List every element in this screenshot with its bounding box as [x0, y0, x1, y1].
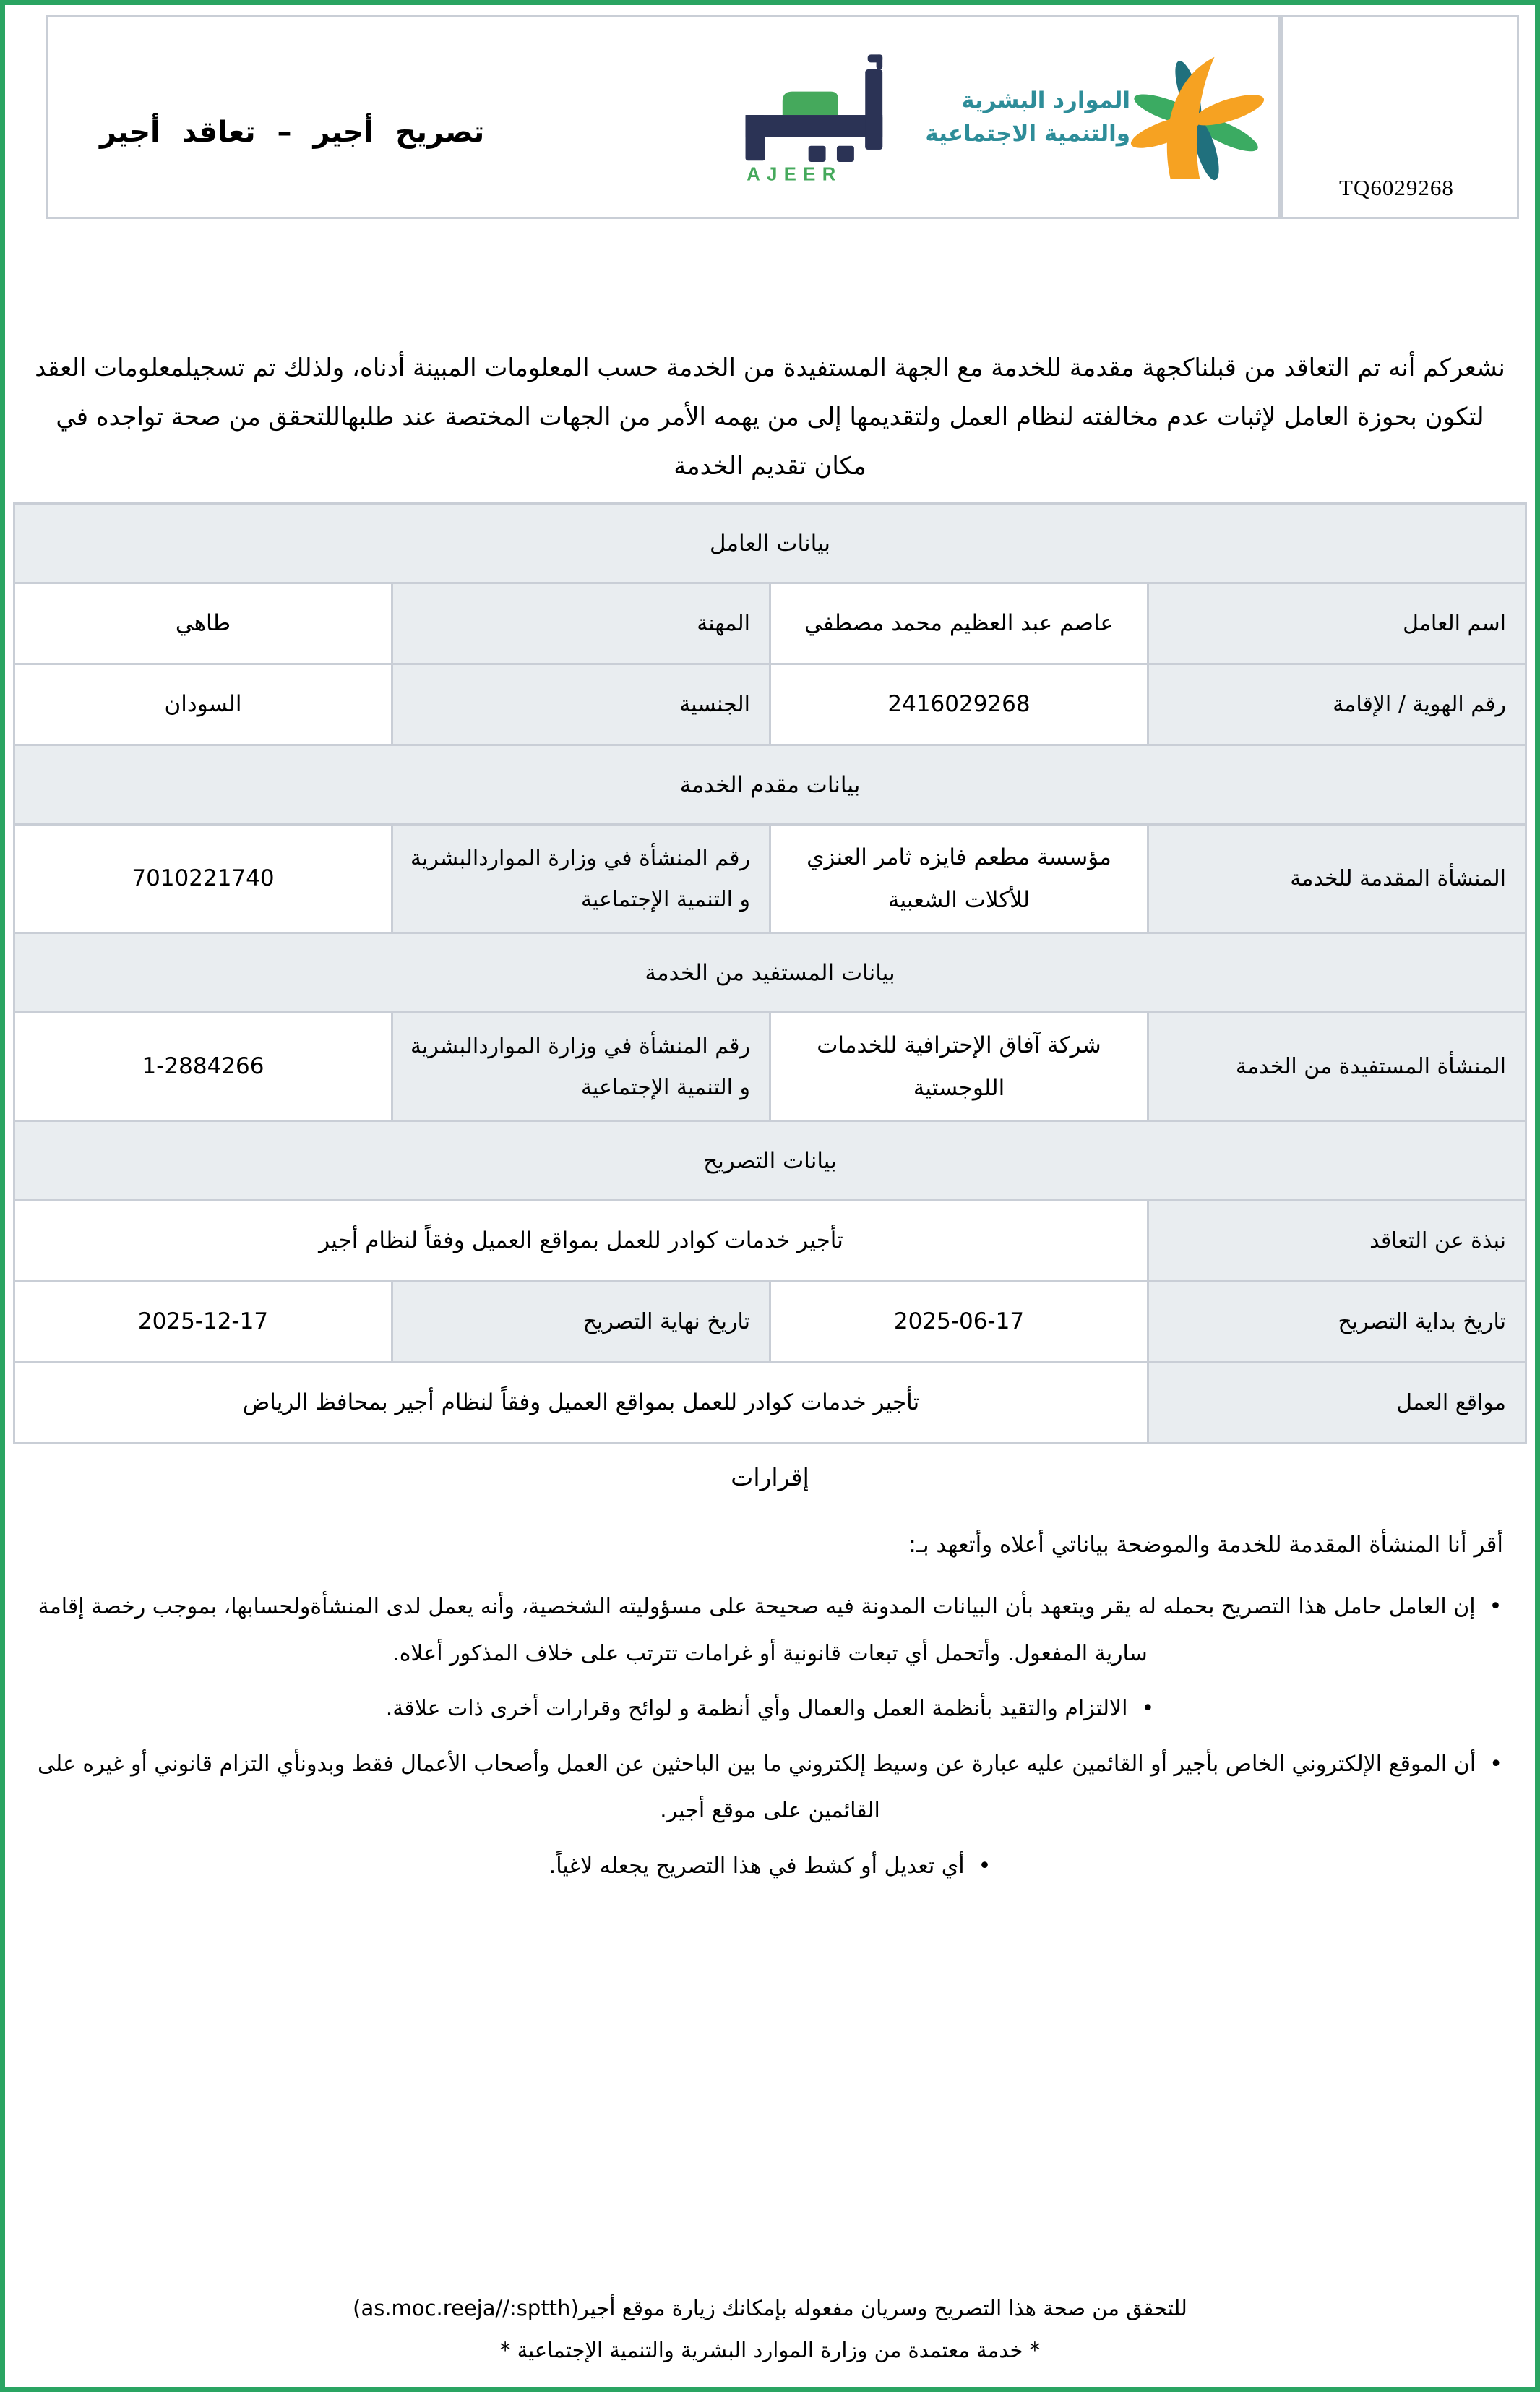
- work-locations-value: تأجير خدمات كوادر للعمل بمواقع العميل وفقاً لنظام أجير بمحافظ الرياض: [14, 1363, 1148, 1444]
- provider-name-value: مؤسسة مطعم فايزه ثامر العنزي للأكلات الشعبية: [770, 825, 1148, 933]
- page-title: تصريح أجير – تعاقد أجير: [100, 116, 485, 149]
- nationality-label: الجنسية: [392, 664, 770, 745]
- title-logo-box: [46, 15, 1281, 219]
- section-header-permit: بيانات التصريح: [14, 1121, 1526, 1201]
- ajeer-logo-text: AJEER: [747, 164, 843, 185]
- declarations-title: إقرارات: [731, 1463, 809, 1491]
- document-header: [46, 15, 1525, 219]
- provider-label: المنشأة المقدمة للخدمة: [1148, 825, 1526, 933]
- table-row: [14, 664, 1526, 745]
- intro-paragraph: نشعركم أنه تم التعاقد من قبلناكجهة مقدمة للخدمة مع الجهة المستفيدة من الخدمة حسب المعلومات المبينة أدناه، ولذلك تم تسجيلمعلومات العقد لتكون بحوزة العامل لإثبات عدم مخالفته لنظام العمل ولتقديمها إلى من يهمه الأمر من الجهات المختصة عند طلبهاللتحقق من صحة تواجده في مكان تقديم الخدمة: [35, 353, 1505, 481]
- permit-number: TQ6029268: [1339, 175, 1454, 200]
- table-section-permit: [14, 1121, 1526, 1201]
- table-section-worker: [14, 504, 1526, 583]
- nationality-value: السودان: [14, 664, 392, 745]
- table-section-provider: [14, 745, 1526, 825]
- contract-brief-value: تأجير خدمات كوادر للعمل بمواقع العميل وفقاً لنظام أجير: [14, 1201, 1148, 1282]
- declaration-item: • أن الموقع الإلكتروني الخاص بأجير أو القائمين عليه عبارة عن وسيط إلكتروني ما بين الباحثين عن العمل وأصحاب الأعمال فقط وبدونأي التزام قانوني أو غيره على القائمين على موقع أجير.: [34, 1741, 1506, 1835]
- profession-label: المهنة: [392, 583, 770, 664]
- declarations-list: [34, 1584, 1506, 1890]
- document-footer: [5, 2287, 1535, 2371]
- table-row: [14, 1013, 1526, 1121]
- end-date-label: تاريخ نهاية التصريح: [392, 1282, 770, 1363]
- declarations-intro: أقر أنا المنشأة المقدمة للخدمة والموضحة بياناتي أعلاه وأتعهد بـ:: [908, 1532, 1503, 1558]
- footer-verify-line: للتحقق من صحة هذا التصريح وسريان مفعوله بإمكانك زيارة موقع أجير(as.moc.reeja//:sptth): [353, 2296, 1187, 2320]
- id-number-value: 2416029268: [770, 664, 1148, 745]
- worker-name-value: عاصم عبد العظيم محمد مصطفي: [770, 583, 1148, 664]
- start-date-label: تاريخ بداية التصريح: [1148, 1282, 1526, 1363]
- id-number-label: رقم الهوية / الإقامة: [1148, 664, 1526, 745]
- declaration-item: • الالتزام والتقيد بأنظمة العمل والعمال وأي أنظمة و لوائح وقرارات أخرى ذات علاقة.: [34, 1686, 1506, 1733]
- profession-value: طاهي: [14, 583, 392, 664]
- end-date-value: 2025-12-17: [14, 1282, 392, 1363]
- provider-mol-number-value: 7010221740: [14, 825, 392, 933]
- contract-brief-label: نبذة عن التعاقد: [1148, 1201, 1526, 1282]
- beneficiary-name-value: شركة آفاق الإحترافية للخدمات اللوجستية: [770, 1013, 1148, 1121]
- section-header-beneficiary: بيانات المستفيد من الخدمة: [14, 933, 1526, 1013]
- ajeer-logo-icon: [739, 51, 887, 188]
- footer-approved-line: * خدمة معتمدة من وزارة الموارد البشرية والتنمية الإجتماعية *: [499, 2338, 1041, 2362]
- beneficiary-mol-number-label: رقم المنشأة في وزارة المواردالبشرية و التنمية الإجتماعية: [392, 1013, 770, 1121]
- ministry-name-line2: والتنمية الاجتماعية: [925, 121, 1130, 147]
- permit-data-table: [13, 502, 1527, 1444]
- permit-number-box: [1281, 15, 1519, 219]
- table-section-beneficiary: [14, 933, 1526, 1013]
- beneficiary-mol-number-value: 1-2884266: [14, 1013, 392, 1121]
- work-locations-label: مواقع العمل: [1148, 1363, 1526, 1444]
- table-row: [14, 1282, 1526, 1363]
- ministry-name: [925, 84, 1130, 151]
- worker-name-label: اسم العامل: [1148, 583, 1526, 664]
- ministry-emblem-icon: [1130, 45, 1264, 189]
- ministry-logo: [921, 45, 1264, 189]
- declaration-item: • إن العامل حامل هذا التصريح بحمله له يقر ويتعهد بأن البيانات المدونة فيه صحيحة على مسؤوليته الشخصية، وأنه يعمل لدى المنشأةولحسابها، بموجب رخصة إقامة سارية المفعول. وأتحمل أي تبعات قانونية أو غرامات تترتب على خلاف المذكور أعلاه.: [34, 1584, 1506, 1677]
- provider-mol-number-label: رقم المنشأة في وزارة المواردالبشرية و التنمية الإجتماعية: [392, 825, 770, 933]
- table-row: [14, 825, 1526, 933]
- table-row: [14, 1201, 1526, 1282]
- table-row: [14, 1363, 1526, 1444]
- start-date-value: 2025-06-17: [770, 1282, 1148, 1363]
- ministry-name-line1: الموارد البشرية: [961, 87, 1130, 113]
- section-header-worker: بيانات العامل: [14, 504, 1526, 583]
- beneficiary-label: المنشأة المستفيدة من الخدمة: [1148, 1013, 1526, 1121]
- section-header-provider: بيانات مقدم الخدمة: [14, 745, 1526, 825]
- table-row: [14, 583, 1526, 664]
- declaration-item: • أي تعديل أو كشط في هذا التصريح يجعله لاغياً.: [34, 1843, 1506, 1890]
